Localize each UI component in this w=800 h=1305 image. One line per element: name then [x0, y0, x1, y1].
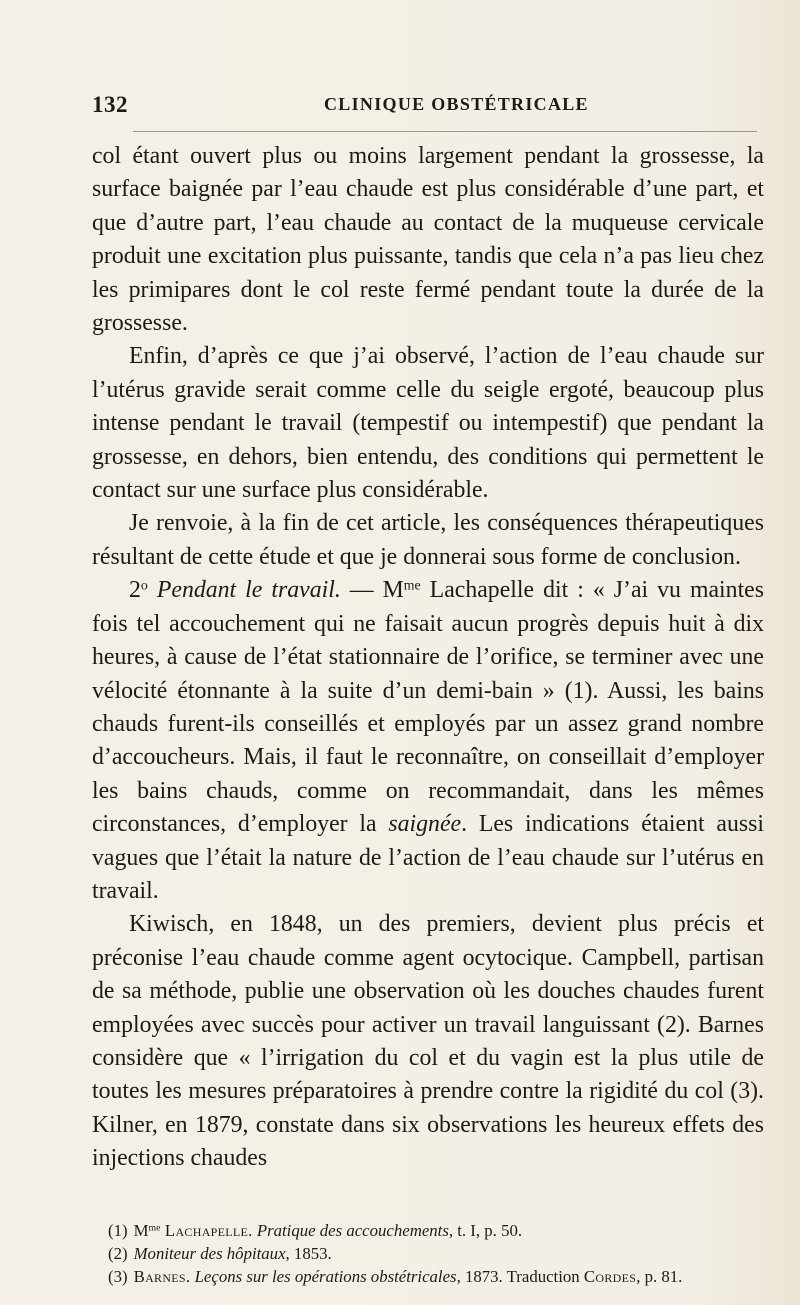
header-rule: [133, 131, 757, 132]
footnote-number: (1): [108, 1221, 128, 1240]
footnote-number: (3): [108, 1267, 128, 1287]
paragraph-5: Kiwisch, en 1848, un des premiers, devient plus précis et préconise l’eau chaude comme agent ocytocique. Campbell, partisan de sa méthode, publie une observation où les douches chaudes furent employées avec succès pour activer un travail languissant (2). Barnes considère que « l’irrigation du col et du vagin est la plus utile de toutes les mesures préparatoires à prendre contre la rigidité du col (3). Kilner, en 1879, constate dans six observations les heureux effets des injections chaudes: [92, 911, 764, 1172]
section-heading: Pendant le travail.: [156, 577, 341, 604]
section-number: 2: [129, 577, 141, 604]
page-number: 132: [92, 92, 128, 117]
footnote-title: Pratique des accouchements: [252, 1221, 449, 1240]
footnote-author: Barnes.: [133, 1267, 191, 1287]
footnote-translator: Cordes: [583, 1267, 637, 1287]
section-number-superscript: o: [140, 577, 148, 593]
footnote-title: Moniteur des hôpitaux: [133, 1244, 286, 1264]
footnote-rest: , t. I, p. 50.: [448, 1221, 523, 1240]
italic-word: saignée: [388, 811, 462, 838]
footnote-number: (2): [108, 1244, 128, 1264]
body-text: [92, 140, 764, 1176]
footnote-madame-superscript: me: [148, 1222, 161, 1234]
footnote-3: [108, 1265, 768, 1288]
paragraph-4-text-a: — M: [340, 577, 404, 604]
paragraph-2: Enfin, d’après ce que j’ai observé, l’action de l’eau chaude sur l’utérus gravide serait comme celle du seigle ergoté, beaucoup plus intense pendant le travail (tempestif ou intempestif) que pendant la grossesse, en dehors, bien entendu, des conditions qui permettent le contact sur une surface plus considérable.: [92, 343, 764, 504]
footnote-1: [108, 1219, 768, 1242]
footnote-rest-2: , p. 81.: [636, 1267, 683, 1287]
footnote-madame: M: [133, 1221, 149, 1240]
paragraph-1: col étant ouvert plus ou moins largement pendant la grossesse, la surface baignée par l’eau chaude est plus considérable d’une part, et que d’autre part, l’eau chaude au contact de la muqueuse cervicale produit une excitation plus puissante, tandis que cela n’a pas lieu chez les primipares dont le col reste fermé pendant toute la durée de la grossesse.: [92, 143, 764, 337]
footnote-2: [108, 1242, 768, 1265]
footnote-title: Leçons sur les opérations obstétricales: [190, 1267, 457, 1287]
footnotes: [108, 1219, 768, 1289]
paragraph-4-text-c: . Les indications étaient aussi vagues que l’était la nature de l’action de l’eau chaude sur l’utérus en travail.: [92, 811, 764, 904]
page-header: [0, 92, 800, 122]
footnote-author: Lachapelle.: [160, 1221, 253, 1240]
running-title: CLINIQUE OBSTÉTRICALE: [324, 94, 589, 114]
madame-superscript: me: [403, 577, 421, 593]
footnote-rest: , 1853.: [285, 1244, 332, 1264]
paragraph-4: [92, 574, 764, 908]
paragraph-3: Je renvoie, à la fin de cet article, les conséquences thérapeutiques résultant de cette étude et que je donnerai sous forme de conclusion.: [92, 510, 764, 570]
paragraph-4-text-b: Lachapelle dit : « J’ai vu maintes fois tel accouchement qui ne faisait aucun progrès depuis huit à dix heures, à cause de l’état stationnaire de l’orifice, se terminer avec une vélocité étonnante à la suite d’un demi-bain » (1). Aussi, les bains chauds furent-ils conseillés et employés par un assez grand nombre d’accoucheurs. Mais, il faut le reconnaître, on conseillait d’employer les bains chauds, comme on recommandait, dans les mêmes circonstances, d’employer la: [92, 577, 765, 838]
footnote-rest: , 1873. Traduction: [456, 1267, 584, 1287]
